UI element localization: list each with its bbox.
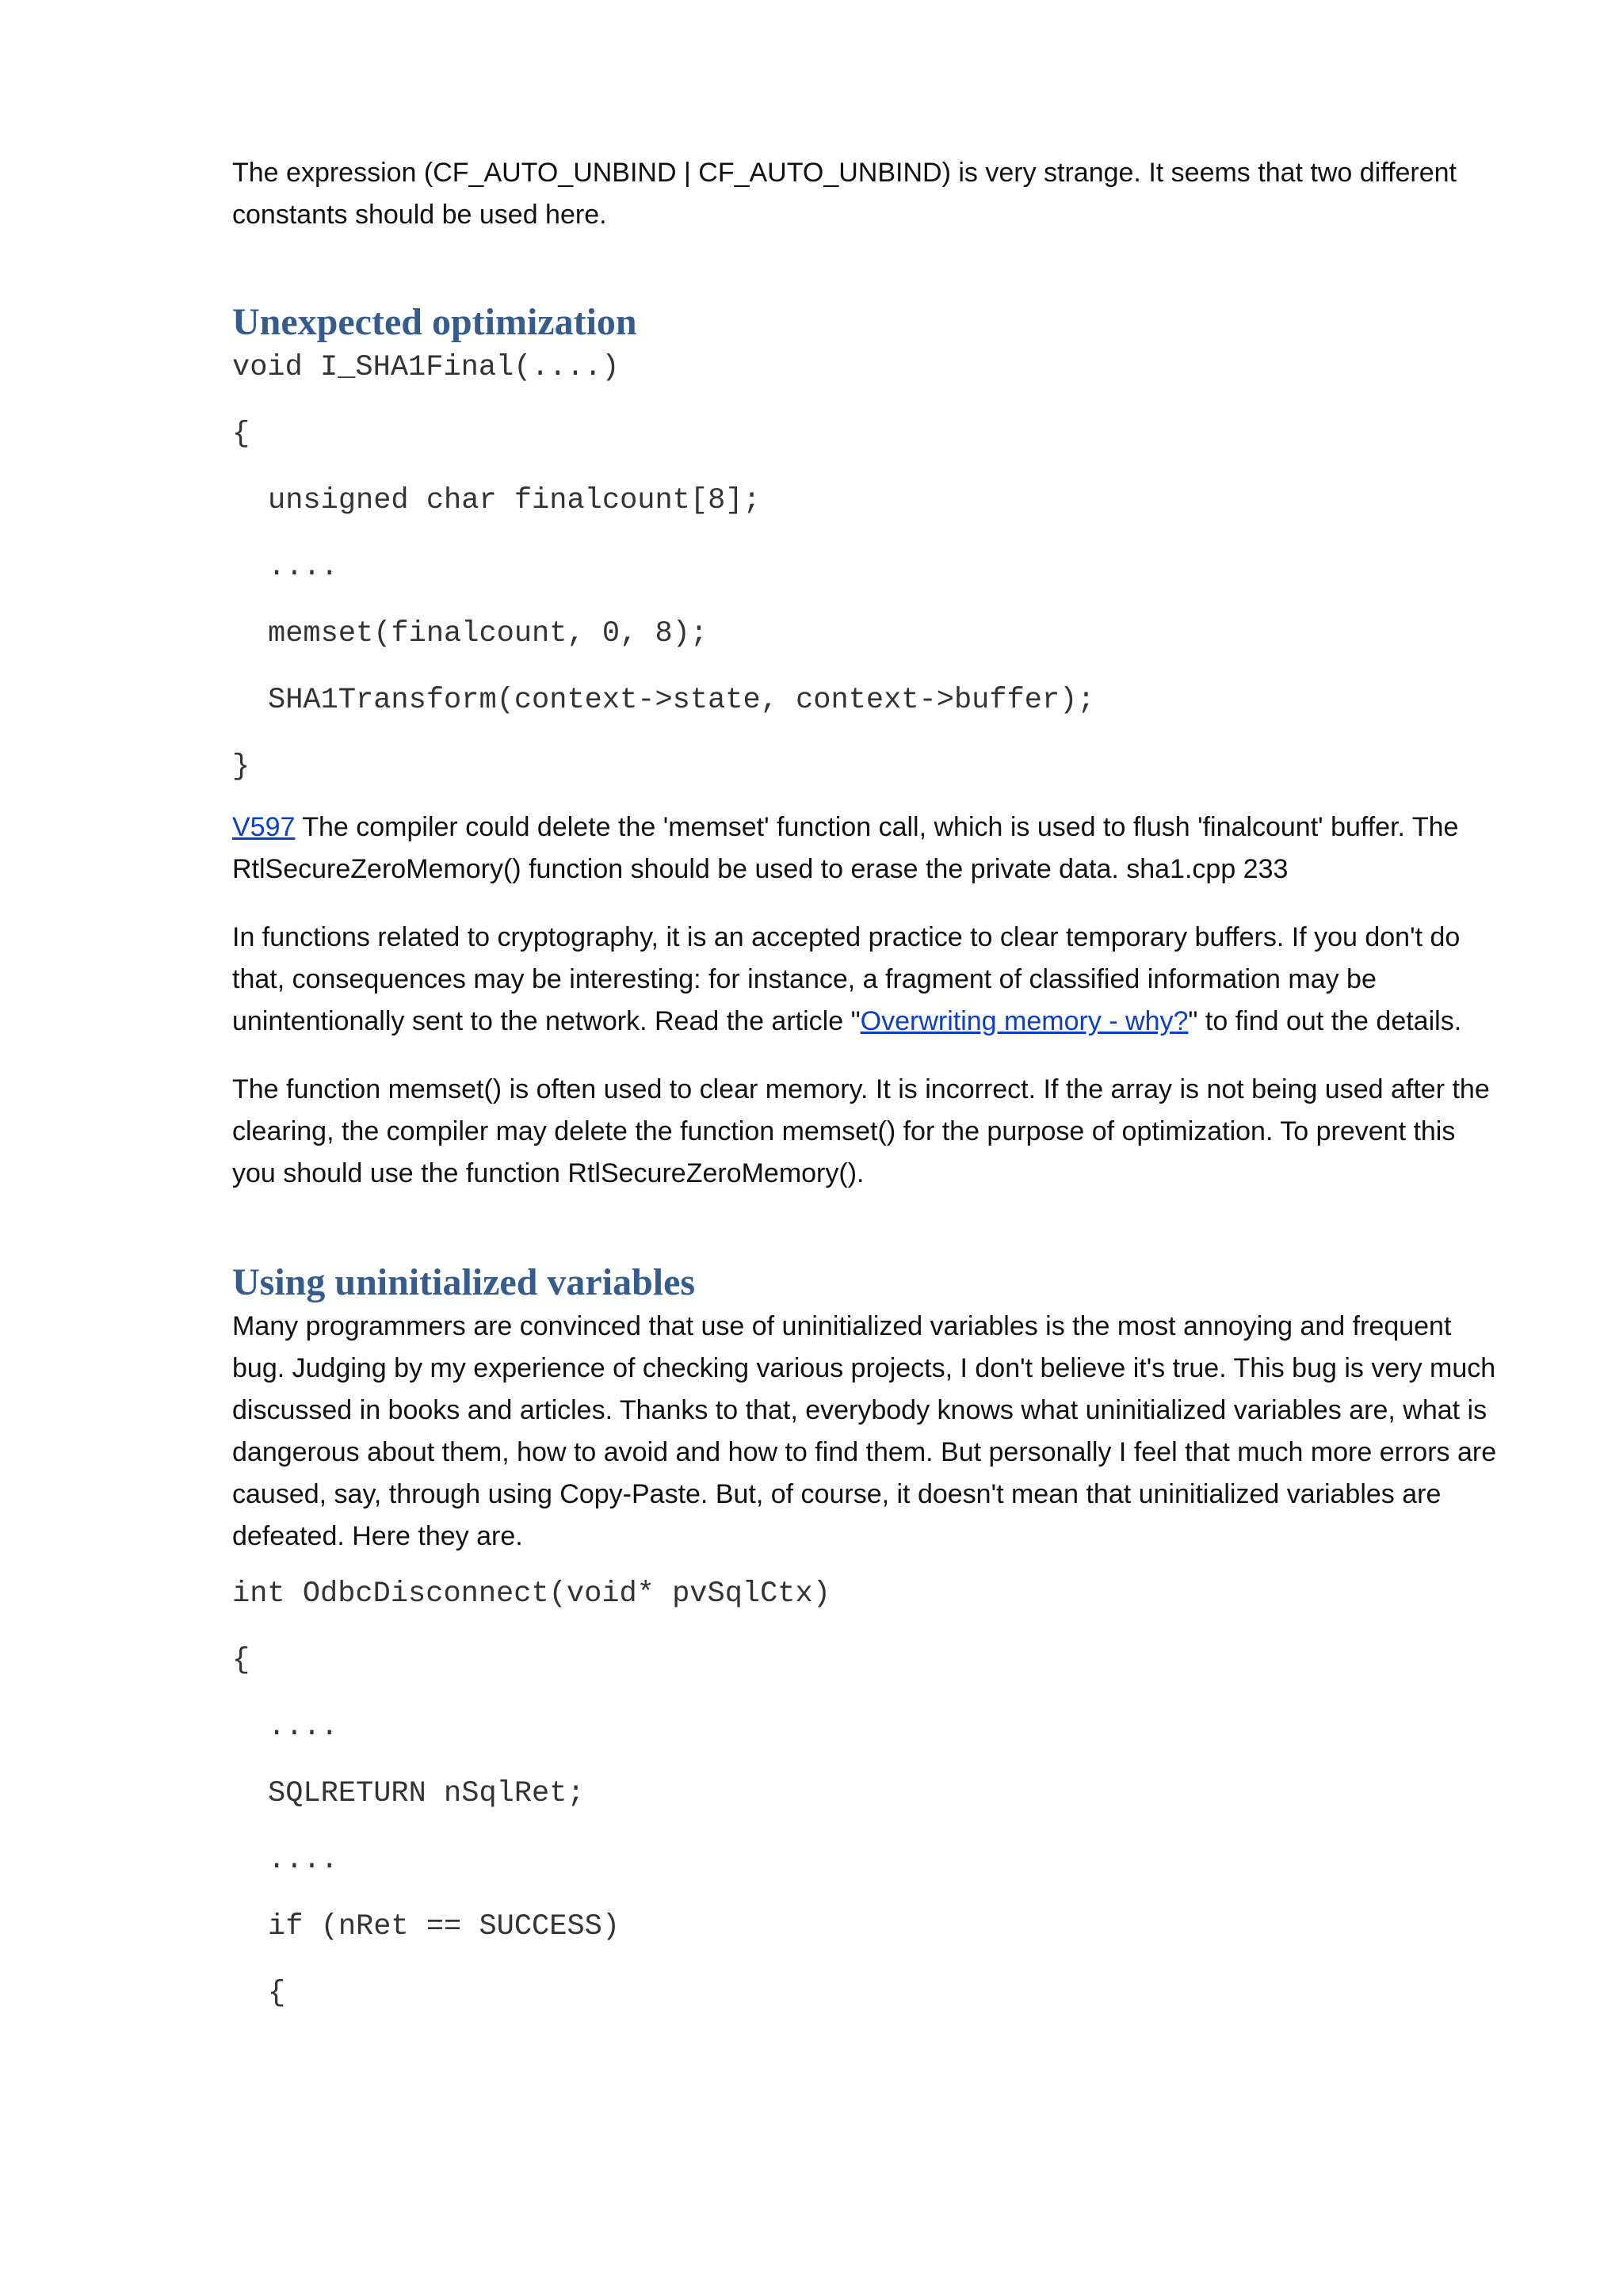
code-line: ....: [268, 1844, 338, 1877]
code-line: void I_SHA1Final(....): [232, 351, 620, 384]
code-line: SHA1Transform(context->state, context->buffer);: [268, 684, 1095, 717]
code-line: ....: [268, 551, 338, 584]
memset-paragraph: The function memset() is often used to clear memory. It is incorrect. If the array is not being used after the clearing, the compiler may delete the function memset() for the purpose of optimization. To prevent this you should use the function RtlSecureZeroMemory().: [232, 1074, 1490, 1188]
code-line: ....: [268, 1711, 338, 1744]
crypto-text-after: " to find out the details.: [1188, 1006, 1462, 1036]
code-line: if (nRet == SUCCESS): [268, 1910, 621, 1943]
v597-link[interactable]: V597: [232, 812, 296, 842]
uninitialized-paragraph: Many programmers are convinced that use of uninitialized variables is the most annoying and frequent bug. Judging by my experience of checking various projects, I don't believe it's true. This bug is very much discussed in books and articles. Thanks to that, everybody knows what uninitialized variables are, what is dangerous about them, how to avoid and how to find them. But personally I feel that much more errors are caused, say, through using Copy-Paste. But, of course, it doesn't mean that uninitialized variables are defeated. Here they are.: [232, 1311, 1497, 1551]
code-line: unsigned char finalcount[8];: [268, 484, 761, 517]
code-line: {: [268, 1977, 286, 2010]
code-line: SQLRETURN nSqlRet;: [268, 1777, 585, 1810]
section-heading-unexpected-optimization: Unexpected optimization: [232, 301, 637, 343]
code-line: memset(finalcount, 0, 8);: [268, 617, 708, 650]
code-line: }: [232, 750, 250, 784]
code-block-sha1final: [232, 334, 1504, 800]
section-heading-uninitialized-variables: Using uninitialized variables: [232, 1261, 696, 1303]
overwriting-memory-link[interactable]: Overwriting memory - why?: [860, 1006, 1189, 1036]
code-line: {: [232, 1644, 250, 1677]
code-line: int OdbcDisconnect(void* pvSqlCtx): [232, 1577, 831, 1611]
warning-paragraph: [232, 807, 1504, 891]
crypto-text-before: In functions related to cryptography, it is an accepted practice to clear temporary buffers. If you don't do that, consequences may be interesting: for instance, a fragment of classified information may be unintentionally sent to the network. Read the article ": [232, 922, 1461, 1036]
warning-text: The compiler could delete the 'memset' function call, which is used to flush 'finalcount' buffer. The RtlSecureZeroMemory() function should be used to erase the private data. sha1.cpp 233: [232, 812, 1459, 884]
code-line: {: [232, 418, 250, 451]
crypto-paragraph: [232, 917, 1504, 1043]
intro-paragraph: The expression (CF_AUTO_UNBIND | CF_AUTO_UNBIND) is very strange. It seems that two different constants should be used here.: [232, 158, 1457, 230]
code-block-odbcdisconnect: [232, 1561, 1504, 2027]
